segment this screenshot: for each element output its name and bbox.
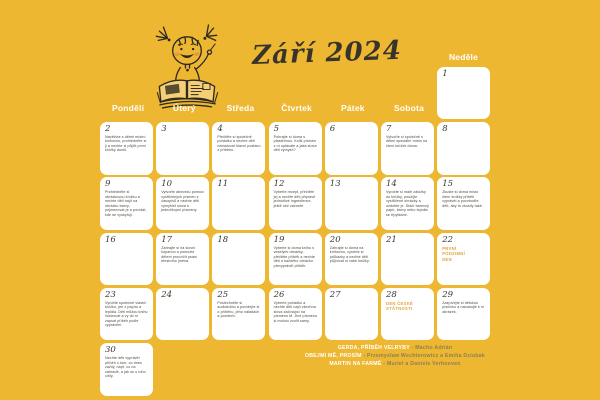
book-separator: - (381, 360, 387, 367)
book-author: Macho Adrián (415, 345, 453, 351)
book-separator: - (409, 345, 416, 351)
day-number: 1 (442, 68, 448, 79)
day-tip-text: Vyberte pohádku a nechte děti najít všechna slova začínající na písmeno M. Jiné písmeno si mohou zvolit samy. (273, 300, 318, 323)
day-number: 25 (217, 289, 229, 300)
day-tip-text: Vytvořte si společně s dětmi speciální místo na čtení knížek doma. (386, 135, 428, 148)
day-number: 28 (386, 289, 397, 300)
day-cell (212, 122, 265, 175)
day-number: 4 (217, 124, 223, 134)
day-cell (437, 233, 490, 286)
day-cell (381, 177, 434, 230)
day-tip-text: Navštivte s dětmi místní knihovnu, prohlédněte si ji a nechte si půjčit první knížky domů. (105, 135, 147, 153)
day-cell (325, 122, 378, 175)
day-number: 13 (329, 179, 341, 190)
day-cell (437, 67, 490, 120)
weekday-label: Čtvrtek (281, 103, 312, 113)
book-title: OBEJMI MĚ, PROSÍM (304, 352, 362, 359)
book-entry (225, 345, 565, 353)
day-tip-text: Pohrajte si doma s plastelínou. Kolik písmen z ní uplácáte a jaká slova děti vymyslí? (273, 135, 317, 153)
day-number: 12 (273, 179, 285, 190)
book-separator: - (361, 352, 368, 359)
day-cell (156, 288, 209, 341)
day-cell (269, 288, 322, 341)
day-number: 19 (273, 234, 285, 245)
day-cell (437, 177, 490, 230)
day-cell (437, 122, 490, 175)
book-title: GERDA, PŘÍBĚH VELRYBY (337, 345, 410, 351)
day-number: 7 (386, 124, 392, 134)
day-number: 10 (161, 179, 173, 190)
day-number: 15 (442, 179, 454, 190)
day-number: 17 (161, 234, 173, 245)
day-number: 11 (217, 179, 229, 190)
day-number: 20 (329, 234, 341, 245)
day-cell (156, 122, 209, 175)
day-cell (100, 177, 153, 230)
weekday-label: Sobota (394, 103, 425, 113)
weekday-label: Pondělí (112, 103, 145, 113)
day-cell (212, 233, 265, 286)
day-number: 5 (273, 124, 280, 134)
day-cell (100, 343, 153, 396)
day-cell (381, 288, 434, 341)
day-number: 16 (105, 234, 116, 245)
day-number: 3 (161, 124, 167, 134)
day-tip-text: Zahrajte si doma na knihovnu, vyrobte si průkazky a nechte děti půjčovat si vaše knížky. (329, 245, 370, 264)
day-tip-text: Zkuste si doma místo čtení knížky příběh vyprávět a povzbuďte děti, aby to zkusily také. (442, 190, 483, 208)
day-cell (325, 177, 378, 230)
day-tip-text: Nechte děti vyprávět příběh o tom, co dnes zažily, např. co na zahradě, a jak se u toho cítily. (105, 356, 146, 379)
day-number: 14 (386, 179, 397, 190)
day-cell (325, 233, 378, 286)
day-tip-text: Přečtěte si společně pohádku a nechte děti namalovat hlavní postavu z příběhu. (217, 135, 261, 153)
weekday-label: Středa (226, 103, 255, 113)
day-cell (269, 177, 322, 230)
day-cell (156, 233, 209, 286)
day-number: 23 (105, 289, 116, 300)
day-tip-text: Vyberte recept, přečtěte jej a nechte děti připravit jednotlivé ingredience, ještě než začnete. (273, 190, 316, 208)
day-cell (437, 288, 490, 341)
day-number: 8 (442, 124, 448, 134)
weekday-label: Úterý (172, 103, 196, 113)
day-cell (269, 233, 322, 286)
day-number: 29 (442, 289, 454, 300)
holiday-label: DEN ČESKÉ STÁTNOSTI (386, 300, 414, 312)
day-number: 21 (386, 234, 397, 245)
day-cell (100, 122, 153, 175)
day-tip-text: Vyrobte si malé záložky do knížky, použijte vystřižené obrázky a ozdobte je. Stačí barevný papír, barvy nebo lepidla se třpytkami. (386, 190, 430, 217)
day-number: 6 (329, 124, 336, 134)
day-cell (100, 233, 153, 286)
day-cell (212, 177, 265, 230)
book-title: MARTIN NA FARMĚ (329, 360, 382, 367)
day-number: 2 (105, 124, 111, 134)
book-author: Przemyslaw Wechterowicz a Emilia Dziubak (367, 352, 486, 359)
day-tip-text: Zahrajte si na slovní kopanou a pomozte dětem procvičit psaní křestního jména. (161, 245, 198, 264)
day-number: 24 (161, 289, 173, 300)
day-cell (100, 288, 153, 341)
day-cell (381, 122, 434, 175)
page-title: Září 2024 (251, 35, 403, 71)
day-cell (381, 233, 434, 286)
day-number: 30 (105, 345, 116, 356)
day-tip-text: Vytvořte abecedu pomocí vystřižených písmen z časopisů a nechte děti vymýšlet slova s jednotlivými písmeny. (161, 190, 205, 213)
holiday-label: PRVNÍ PODZIMNÍ DEN (442, 245, 466, 262)
day-cell (269, 122, 322, 175)
day-number: 22 (442, 234, 454, 245)
weekday-header-sunday: Neděle (448, 52, 479, 62)
day-tip-text: Vyberte si doma knihu s veselými obrázky, přečtěte příběh a nechte děti u každého obrázku převyprávět příběh. (273, 245, 315, 268)
day-tip-text: Poslechněte si audioknihu a povídejte si o příběhu, jeho náladách a pocitech. (217, 300, 260, 319)
day-cell (325, 288, 378, 341)
day-tip-text: Prohlédněte si obrázkovou knížku a nechte děti najít na obrázku barvy, pojmenovat je a povídat, kde se vyskytují. (105, 190, 147, 217)
day-number: 27 (329, 289, 341, 300)
day-tip-text: Vyrobte společně vlastní knížku, jen z papíru a lepidla. Děti můžou knihu ilustrovat a vy do ní zapsat příběh podle vyprávění. (105, 300, 148, 328)
day-cell (156, 177, 209, 230)
day-number: 18 (217, 234, 229, 245)
book-entry (225, 353, 565, 361)
book-entry (225, 361, 565, 369)
book-author: Muriel a Daniele Verhoeven (386, 360, 461, 367)
day-number: 26 (273, 289, 285, 300)
weekday-label: Pátek (341, 103, 365, 113)
book-list (225, 345, 565, 368)
day-number: 9 (105, 179, 111, 190)
day-tip-text: Zazpívejte si dětskou písničku a namalujte k ní obrázek. (442, 300, 485, 314)
day-cell (212, 288, 265, 341)
